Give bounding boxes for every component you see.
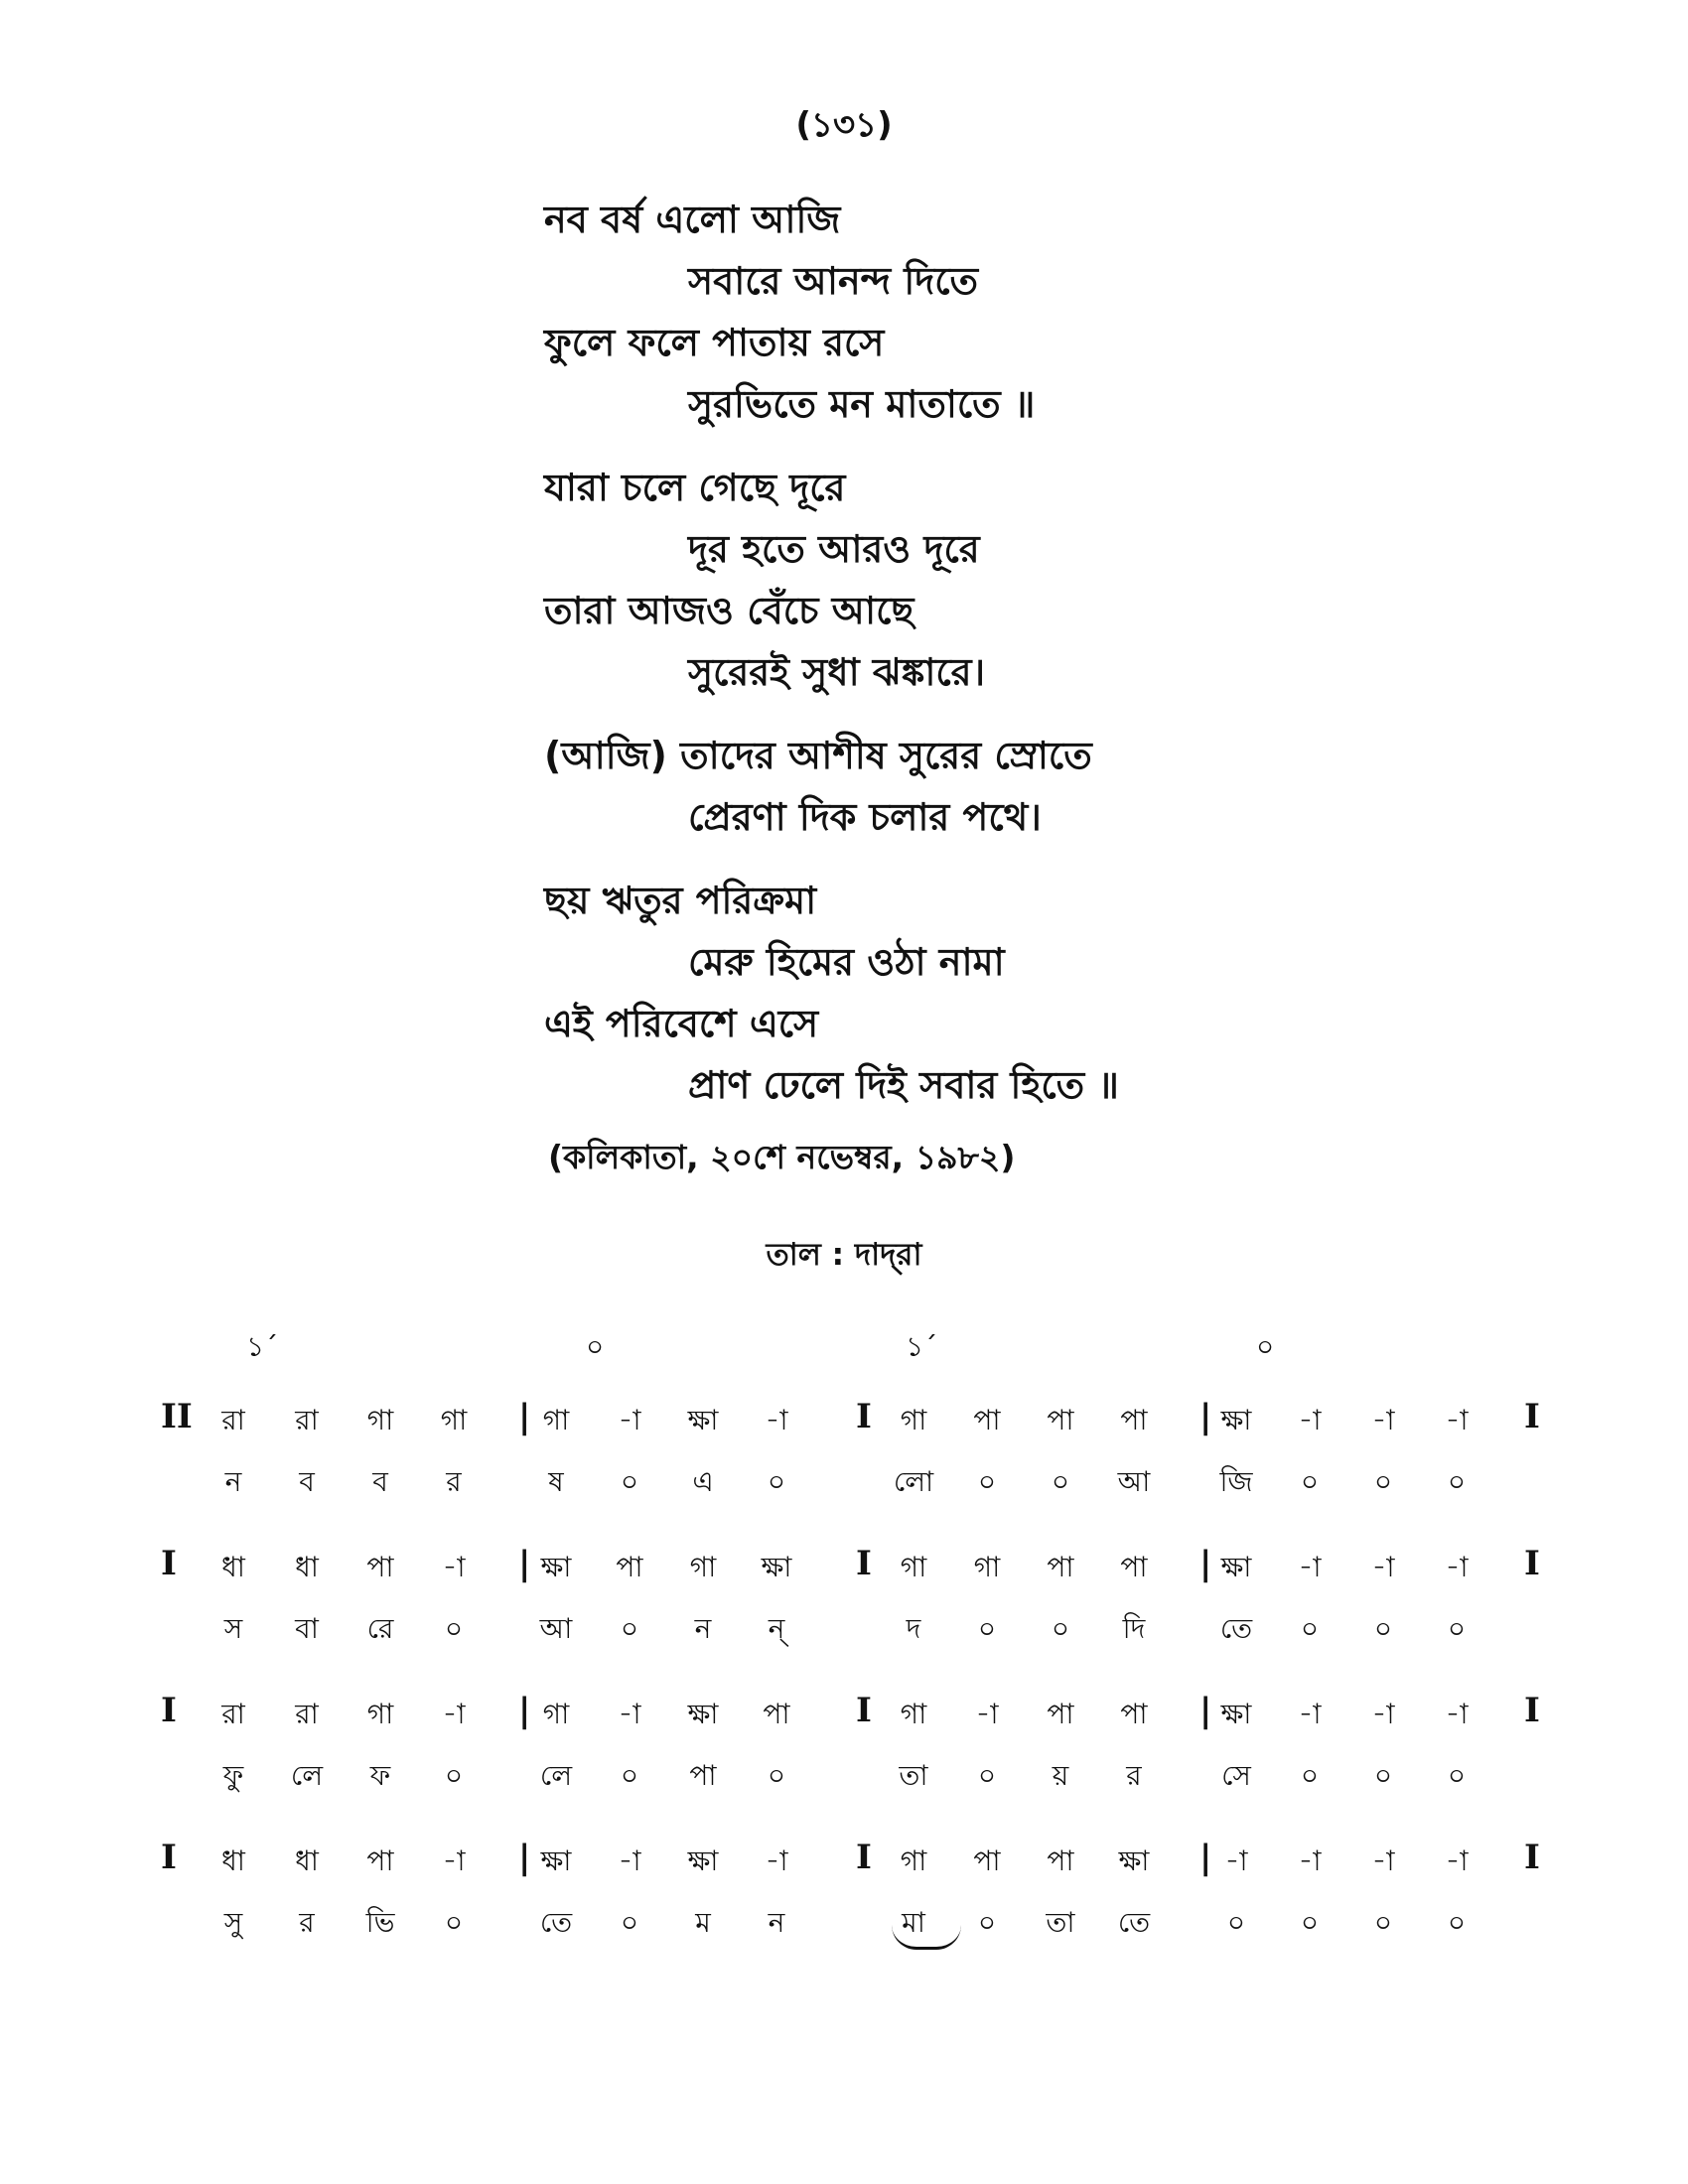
swara-cell: গা xyxy=(366,1404,394,1436)
notation-row xyxy=(0,1395,1688,1542)
swara-cell: ক্ষা xyxy=(1220,1551,1252,1583)
swara-cell: রা xyxy=(295,1698,319,1730)
taal-heading: তাল : দাদ্‌রা xyxy=(766,1237,922,1273)
syllable-cell: ০ xyxy=(767,1465,786,1498)
syllable-cell: ০ xyxy=(977,1612,997,1645)
syllable-cell: ০ xyxy=(1373,1465,1393,1498)
syllable-cell: ০ xyxy=(444,1612,464,1645)
syllable-cell: ০ xyxy=(1300,1465,1320,1498)
swara-cell: পা xyxy=(366,1551,394,1583)
avartan-bar: I xyxy=(856,1691,872,1730)
syllable-line xyxy=(0,1897,1688,1947)
lyric-line: তারা আজও বেঁচে আছে xyxy=(544,589,914,632)
syllable-cell: জি xyxy=(1219,1465,1253,1498)
swara-cell: ধা xyxy=(221,1551,245,1583)
swara-cell: গা xyxy=(900,1404,927,1436)
swara-cell: পা xyxy=(1120,1551,1148,1583)
swara-line xyxy=(0,1689,1688,1738)
swara-cell: -া xyxy=(1445,1551,1469,1583)
swara-cell: -া xyxy=(1298,1844,1322,1877)
swara-cell: পা xyxy=(1120,1404,1148,1436)
swara-cell: গা xyxy=(900,1551,927,1583)
swara-cell: ধা xyxy=(295,1844,319,1877)
syllable-cell: সে xyxy=(1221,1759,1251,1792)
swara-cell: -া xyxy=(1371,1551,1395,1583)
lyric-line: সুরেরই সুধা ঝঙ্কারে। xyxy=(688,650,986,694)
swara-cell: পা xyxy=(1047,1404,1074,1436)
swara-cell: -া xyxy=(618,1698,641,1730)
notation-table xyxy=(0,1395,1688,1982)
swara-cell: -া xyxy=(765,1404,788,1436)
swara-cell: ক্ষা xyxy=(1220,1698,1252,1730)
syllable-cell: ০ xyxy=(1051,1612,1070,1645)
swara-cell: -া xyxy=(1445,1698,1469,1730)
syllable-cell: স xyxy=(223,1612,243,1645)
start-bar: I xyxy=(161,1838,177,1877)
swara-cell: -া xyxy=(1371,1698,1395,1730)
lyric-line: নব বর্ষ এলো আজি xyxy=(544,198,841,241)
stanza xyxy=(544,189,1438,435)
lyric-line: দূর হতে আরও দূরে xyxy=(688,527,980,571)
syllable-cell: ০ xyxy=(767,1759,786,1792)
lyric-line: সবারে আনন্দ দিতে xyxy=(688,259,979,303)
syllable-cell: ০ xyxy=(620,1759,639,1792)
syllable-cell: ফ xyxy=(369,1759,391,1792)
notation-row xyxy=(0,1836,1688,1982)
avartan-bar: I xyxy=(856,1544,872,1583)
end-bar: I xyxy=(1524,1691,1540,1730)
swara-cell: -া xyxy=(442,1844,466,1877)
swara-line xyxy=(0,1542,1688,1591)
syllable-cell: ০ xyxy=(1447,1906,1467,1939)
swara-cell: পা xyxy=(763,1698,790,1730)
syllable-cell: ০ xyxy=(1226,1906,1246,1939)
end-bar: I xyxy=(1524,1544,1540,1583)
syllable-cell: ভি xyxy=(365,1906,395,1939)
syllable-cell: ০ xyxy=(1447,1759,1467,1792)
swara-cell: গা xyxy=(440,1404,468,1436)
syllable-cell: ০ xyxy=(620,1906,639,1939)
swara-cell: গা xyxy=(689,1551,717,1583)
syllable-cell: ০ xyxy=(1300,1612,1320,1645)
swara-cell: ক্ষা xyxy=(761,1551,792,1583)
notation-row xyxy=(0,1689,1688,1836)
syllable-cell: আ xyxy=(539,1612,573,1645)
syllable-cell: তা xyxy=(1046,1906,1075,1939)
swara-cell: ধা xyxy=(295,1551,319,1583)
lyric-line: এই পরিবেশে এসে xyxy=(544,1002,819,1045)
swara-cell: গা xyxy=(542,1698,570,1730)
swara-cell: পা xyxy=(1047,1844,1074,1877)
swara-cell: পা xyxy=(616,1551,643,1583)
syllable-cell: ০ xyxy=(444,1759,464,1792)
syllable-cell: র xyxy=(446,1465,462,1498)
beat-mark: ০ xyxy=(586,1330,605,1363)
syllable-cell: য় xyxy=(1052,1759,1069,1792)
swara-cell: -া xyxy=(1224,1844,1248,1877)
swara-cell: পা xyxy=(1047,1698,1074,1730)
swara-cell: -া xyxy=(765,1844,788,1877)
avartan-bar: I xyxy=(856,1397,872,1436)
swara-cell: পা xyxy=(366,1844,394,1877)
start-bar: I xyxy=(161,1544,177,1583)
swara-cell: রা xyxy=(295,1404,319,1436)
stanza xyxy=(544,457,1438,703)
syllable-cell: দ xyxy=(906,1612,921,1645)
lyric-line: যারা চলে গেছে দূরে xyxy=(544,466,846,509)
syllable-cell: ০ xyxy=(1300,1906,1320,1939)
syllable-cell: আ xyxy=(1117,1465,1151,1498)
beat-mark: ১´ xyxy=(906,1330,938,1363)
swara-cell: ধা xyxy=(221,1844,245,1877)
end-bar: I xyxy=(1524,1397,1540,1436)
syllable-cell: ০ xyxy=(1447,1465,1467,1498)
stanza xyxy=(544,725,1438,848)
swara-cell: ক্ষা xyxy=(687,1844,719,1877)
lyric-line: প্রেরণা দিক চলার পথে। xyxy=(688,795,1042,839)
swara-cell: -া xyxy=(442,1698,466,1730)
syllable-cell: মা xyxy=(902,1906,925,1939)
vibhag-bar: | xyxy=(1199,1397,1212,1436)
syllable-cell: তে xyxy=(539,1906,573,1939)
syllable-cell: তে xyxy=(1117,1906,1151,1939)
swara-cell: পা xyxy=(1120,1698,1148,1730)
swara-cell: পা xyxy=(973,1404,1001,1436)
syllable-cell: তে xyxy=(1219,1612,1253,1645)
syllable-cell: ০ xyxy=(977,1906,997,1939)
swara-cell: -া xyxy=(975,1698,999,1730)
syllable-cell: ০ xyxy=(977,1759,997,1792)
swara-cell: -া xyxy=(1298,1404,1322,1436)
syllable-cell: ০ xyxy=(1447,1612,1467,1645)
syllable-cell: পা xyxy=(689,1759,717,1792)
syllable-line xyxy=(0,1750,1688,1800)
syllable-cell: ০ xyxy=(620,1465,639,1498)
vibhag-bar: | xyxy=(518,1544,531,1583)
syllable-cell: ০ xyxy=(1373,1906,1393,1939)
swara-cell: ক্ষা xyxy=(1118,1844,1150,1877)
end-bar: I xyxy=(1524,1838,1540,1877)
syllable-cell: র xyxy=(1126,1759,1142,1792)
vibhag-bar: | xyxy=(1199,1691,1212,1730)
swara-line xyxy=(0,1836,1688,1885)
syllable-cell: ০ xyxy=(444,1906,464,1939)
syllable-cell: ০ xyxy=(977,1465,997,1498)
swara-cell: গা xyxy=(900,1698,927,1730)
syllable-cell: ন xyxy=(224,1465,242,1498)
syllable-cell: ০ xyxy=(620,1612,639,1645)
swara-cell: -া xyxy=(1445,1844,1469,1877)
lyric-line: মেরু হিমের ওঠা নামা xyxy=(688,940,1005,984)
lyric-line: প্রাণ ঢেলে দিই সবার হিতে ॥ xyxy=(688,1063,1119,1107)
syllable-cell: রে xyxy=(366,1612,394,1645)
start-bar: I xyxy=(161,1691,177,1730)
syllable-cell: ০ xyxy=(1373,1759,1393,1792)
lyric-line: সুরভিতে মন মাতাতে ॥ xyxy=(688,382,1036,426)
syllable-cell: দি xyxy=(1122,1612,1146,1645)
syllable-cell: ০ xyxy=(1051,1465,1070,1498)
lyric-line: ফুলে ফলে পাতায় রসে xyxy=(544,321,885,364)
syllable-cell: ব xyxy=(372,1465,388,1498)
syllable-cell: ফু xyxy=(222,1759,244,1792)
syllable-cell: লে xyxy=(290,1759,324,1792)
song-lyrics xyxy=(544,189,1438,1138)
swara-cell: ক্ষা xyxy=(1220,1404,1252,1436)
swara-cell: পা xyxy=(1047,1551,1074,1583)
notation-row xyxy=(0,1542,1688,1689)
swara-cell: ক্ষা xyxy=(687,1404,719,1436)
syllable-cell: বা xyxy=(295,1612,319,1645)
swara-cell: -া xyxy=(1445,1404,1469,1436)
swara-cell: রা xyxy=(221,1404,245,1436)
swara-cell: ক্ষা xyxy=(540,1844,572,1877)
syllable-line xyxy=(0,1603,1688,1653)
vibhag-bar: | xyxy=(518,1838,531,1877)
swara-cell: ক্ষা xyxy=(540,1551,572,1583)
beat-marks-row xyxy=(0,1325,1688,1375)
dateline: (কলিকাতা, ২০শে নভেম্বর, ১৯৮২) xyxy=(548,1138,1016,1176)
swara-cell: -া xyxy=(442,1551,466,1583)
start-bar: II xyxy=(161,1397,193,1436)
syllable-cell: র xyxy=(299,1906,315,1939)
syllable-cell: ব xyxy=(299,1465,315,1498)
swara-cell: গা xyxy=(542,1404,570,1436)
swara-cell: গা xyxy=(366,1698,394,1730)
syllable-cell: ষ xyxy=(548,1465,564,1498)
syllable-cell: ০ xyxy=(1373,1612,1393,1645)
vibhag-bar: | xyxy=(1199,1544,1212,1583)
syllable-cell: এ xyxy=(692,1465,714,1498)
syllable-cell: ম xyxy=(695,1906,711,1939)
lyric-line: ছয় ঋতুর পরিক্রমা xyxy=(544,879,817,922)
syllable-line xyxy=(0,1456,1688,1506)
swara-cell: -া xyxy=(1371,1844,1395,1877)
swara-cell: ক্ষা xyxy=(687,1698,719,1730)
syllable-cell: ন xyxy=(694,1612,712,1645)
swara-cell: -া xyxy=(618,1404,641,1436)
vibhag-bar: | xyxy=(518,1691,531,1730)
lyric-line: (আজি) তাদের আশীষ সুরের স্রোতে xyxy=(544,734,1092,777)
swara-cell: রা xyxy=(221,1698,245,1730)
page-number: (১৩১) xyxy=(795,105,893,145)
swara-cell: -া xyxy=(618,1844,641,1877)
syllable-cell: লে xyxy=(539,1759,573,1792)
swara-cell: -া xyxy=(1371,1404,1395,1436)
syllable-cell: ০ xyxy=(1300,1759,1320,1792)
vibhag-bar: | xyxy=(518,1397,531,1436)
syllable-cell: লো xyxy=(893,1465,934,1498)
swara-line xyxy=(0,1395,1688,1444)
syllable-cell: ন্ xyxy=(768,1612,785,1645)
beat-mark: ১´ xyxy=(246,1330,279,1363)
swara-cell: -া xyxy=(1298,1551,1322,1583)
swara-cell: পা xyxy=(973,1844,1001,1877)
syllable-cell: সু xyxy=(223,1906,243,1939)
vibhag-bar: | xyxy=(1199,1838,1212,1877)
stanza xyxy=(544,870,1438,1116)
syllable-cell: তা xyxy=(899,1759,928,1792)
swara-cell: গা xyxy=(973,1551,1001,1583)
swara-cell: -া xyxy=(1298,1698,1322,1730)
swara-cell: গা xyxy=(900,1844,927,1877)
beat-mark: ০ xyxy=(1256,1330,1275,1363)
syllable-cell: ন xyxy=(768,1906,785,1939)
avartan-bar: I xyxy=(856,1838,872,1877)
